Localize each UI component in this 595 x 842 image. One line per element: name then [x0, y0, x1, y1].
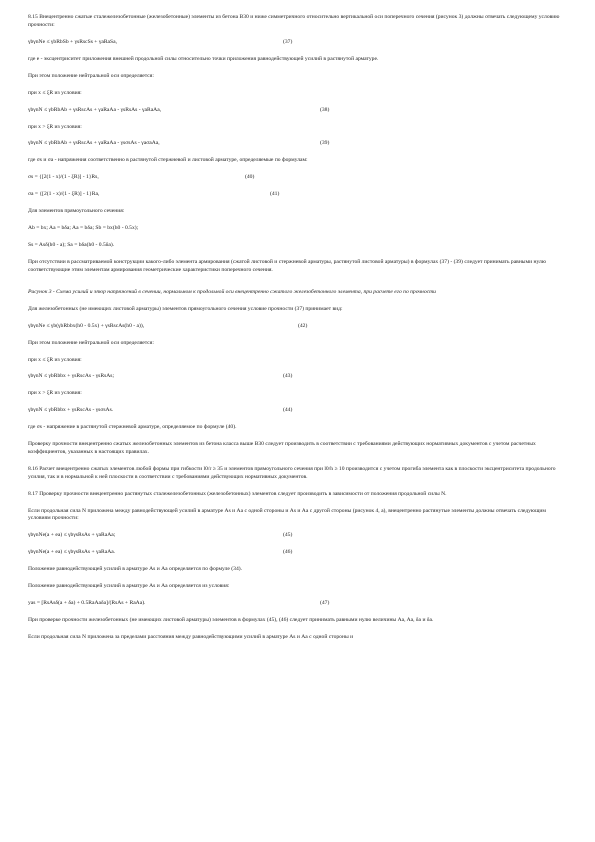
formula-text: γbγnNe ≤ γb(γbRbbx(h0 - 0.5x) + γsRscAs(h0 - a)), [28, 322, 145, 329]
paragraph-8-16: 8.16 Расчет внецентренно сжатых элементов любой формы при гибкости l0/r ≥ 35 и элементов прямоугольного сечения при l0/h ≥ 10 производится с учетом прогиба элемента как в плоскости эксцентриситета продольного усилия, так и в нормальной к ней плоскости в соответствии с требованиями действующих нормативных документов. [28, 466, 556, 480]
formula-number: (39) [320, 140, 330, 147]
paragraph-stresses: где σs и σa - напряжения соответственно в растянутой стержневой и листовой арматуре, определяемые по формулам: [28, 157, 308, 164]
formula-number: (45) [283, 532, 293, 539]
formula-46 [28, 549, 568, 557]
paragraph-force-position: Если продольная сила N приложена между равнодействующей усилий в арматуре As и Aa с одной стороны и As и Aa с другой стороны (рисунок 4, а), внецентренно растянутые элементы должны отвечать следующим условиям прочности: [28, 507, 546, 522]
paragraph-moments: Ss = Asδ(h0 - a); Sa = bδa(h0 - 0.5δa). [28, 242, 115, 249]
paragraph-rc-elements: Для железобетонных (не имеющих листовой арматуры) элементов прямоугольного сечения условие прочности (37) принимает вид: [28, 305, 343, 312]
paragraph-areas: Ab = bx; Aa = bδa; Aa = bδa; Sb = bx(h0 - 0.5x); [28, 225, 139, 232]
paragraph-neutral-axis-2: При этом положение нейтральной оси определяется: [28, 339, 154, 346]
formula-number: (40) [245, 174, 255, 181]
formula-text: σa = {[2(1 - x)/(1 - ξR)] - 1}Ra, [28, 191, 100, 198]
formula-number: (46) [283, 549, 293, 556]
paragraph-resultant-2: Положение равнодействующей усилий в арматуре As и Aa определяется из условия: [28, 583, 230, 590]
formula-text: γbγnN ≤ γbRbbx + γsRscAs - γsσsAs. [28, 407, 114, 414]
formula-text: γbγnNe(a + ea) ≤ γbγsRsAs + γaRaAa. [28, 549, 116, 556]
paragraph-8-17: 8.17 Проверку прочности внецентренно растянутых сталежелезобетонных (железобетонных) элементов следует производить в зависимости от положения продольной силы N. [28, 490, 447, 497]
formula-number: (38) [320, 106, 330, 113]
formula-text: γbγnN ≤ γbRbAb + γsRscAs + γaRaAa - γsσsAs - γaσaAa, [28, 140, 160, 147]
formula-44 [28, 407, 568, 415]
formula-43 [28, 373, 568, 381]
paragraph-8-15: 8.15 Внецентренно сжатые сталежелезобетонные (железобетонные) элементы из бетона В30 и ниже симметричного относительно вертикальной оси поперечного сечения (рисунок 3) должны отвечать следующему условию прочности: [28, 14, 560, 28]
formula-45 [28, 532, 568, 540]
document-page [28, 14, 568, 651]
formula-text: γbγnN ≤ γbRbbx + γsRscAs - γsRsAs; [28, 373, 115, 380]
formula-number: (43) [283, 373, 293, 380]
formula-37 [28, 39, 568, 47]
formula-41 [28, 191, 568, 199]
formula-text: γbγnN ≤ γbRbAb + γsRscAs + γaRaAa - γsRsAs - γaRaAa, [28, 106, 162, 113]
formula-38 [28, 107, 568, 115]
paragraph-rectangular: Для элементов прямоугольного сечения: [28, 208, 125, 215]
formula-number: (41) [270, 191, 280, 198]
paragraph-rc-check: При проверке прочности железобетонных (не имеющих листовой арматуры) элементов в формулах (45), (46) следует принимать равными нулю величины Aa, Aa, δa и δa. [28, 617, 434, 624]
formula-text: γbγnNe(a + ea) ≤ γbγsRsAs + γaRaAa; [28, 532, 116, 539]
paragraph-condition-4: при x > ξR из условия: [28, 390, 82, 397]
formula-47 [28, 600, 568, 608]
paragraph-b30-check: Проверку прочности внецентренно сжатых железобетонных элементов из бетона класса выше В30 следует производить в соответствии с требованиями действующих нормативных документов с учетом расчетных коэффициентов, указанных в настоящих правилах. [28, 441, 536, 456]
paragraph-condition-1: при x ≤ ξR из условия: [28, 89, 82, 96]
formula-number: (44) [283, 407, 293, 414]
formula-text: γbγnNe ≤ γbRbSb + γsRscSs + γaRaSa, [28, 38, 118, 45]
paragraph-resultant-1: Положение равнодействующей усилий в арматуре As и Aa определяется по формуле (34). [28, 566, 243, 573]
formula-number: (37) [283, 38, 293, 45]
formula-number: (47) [320, 600, 330, 607]
paragraph-eccentricity: где e - эксцентриситет приложения внешней продольной силы относительно точки приложения равнодействующей усилий в растянутой арматуре. [28, 55, 379, 62]
paragraph-condition-2: при x > ξR из условия: [28, 123, 82, 130]
formula-text: σs = {[2(1 - x)/(1 - ξR)] - 1}Rs, [28, 174, 99, 181]
formula-text: yas = [RsAsδ(a + δa) + 0.5RaAaδa]/(RsAs + RaAa). [28, 600, 146, 607]
formula-39 [28, 140, 568, 148]
formula-40 [28, 174, 568, 182]
paragraph-stress-formula-ref: где σs - напряжение в растянутой стержневой арматуре, определяемое по формуле (40). [28, 424, 237, 431]
figure-3-caption: Рисунок 3 - Схема усилий и эпюр напряжений в сечении, нормальном к продольной оси внецентренно сжатого железобетонного элемента, при расчете его по прочности [28, 288, 436, 295]
formula-42 [28, 323, 568, 331]
paragraph-force-outside: Если продольная сила N приложена за пределами расстояния между равнодействующими усилий в арматуре As и Aa с одной стороны и [28, 634, 354, 641]
paragraph-condition-3: при x ≤ ξR из условия: [28, 356, 82, 363]
formula-number: (42) [298, 322, 308, 329]
paragraph-absent-reinforcement: При отсутствии в рассматриваемой конструкции какого-либо элемента армирования (сжатой листовой и стержневой арматуры, растянутой листовой арматуры) в формулах (37) - (39) следует принимать равными нулю соответствующие этим элементам армирования геометрические характеристики поперечного сечения. [28, 259, 547, 273]
paragraph-neutral-axis: При этом положение нейтральной оси определяется: [28, 72, 154, 79]
